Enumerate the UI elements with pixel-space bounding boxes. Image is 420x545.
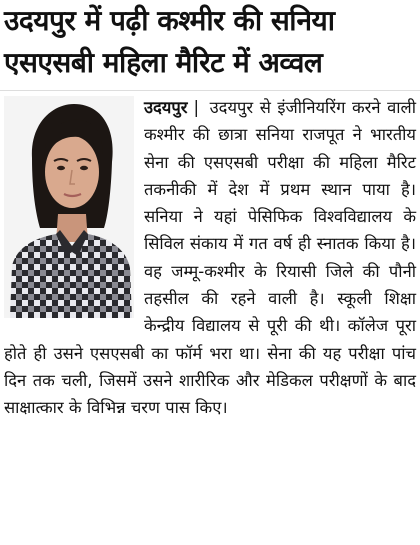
dateline-separator: | <box>193 98 200 117</box>
portrait-image <box>4 96 134 318</box>
headline <box>4 0 418 84</box>
headline-divider <box>0 90 420 91</box>
article-text: उदयपुर से इंजीनियरिंग करने वाली कश्मीर की छात्रा सनिया राजपूत ने भारतीय सेना की एसएसबी परीक्षा की महिला मैरिट तकनीकी में देश में प्रथम स्थान पाया है। सनिया ने यहां पेसिफिक विश्वविद्यालय के सिविल संकाय में गत वर्ष ही स्नातक किया है। वह जम्मू-कश्मीर के रियासी जिले की पौनी तहसील की रहने वाली है। स्कूली शिक्षा केन्द्रीय विद्यालय से पूरी की थी। कॉलेज पूरा होते ही उसने एसएसबी का फॉर्म भरा था। सेना की यह परीक्षा पांच दिन तक चली, जिसमें उसने शारीरिक और मेडिकल परीक्षणों के बाद साक्षात्कार के विभिन्न चरण पास किए। <box>4 98 416 418</box>
headline-line-2: एसएसबी महिला मैरिट में अव्वल <box>4 46 323 79</box>
headline-line-1: उदयपुर में पढ़ी कश्मीर की सनिया <box>4 4 335 37</box>
portrait-photo <box>4 96 134 318</box>
dateline: उदयपुर <box>144 98 188 117</box>
article-body <box>4 94 416 422</box>
